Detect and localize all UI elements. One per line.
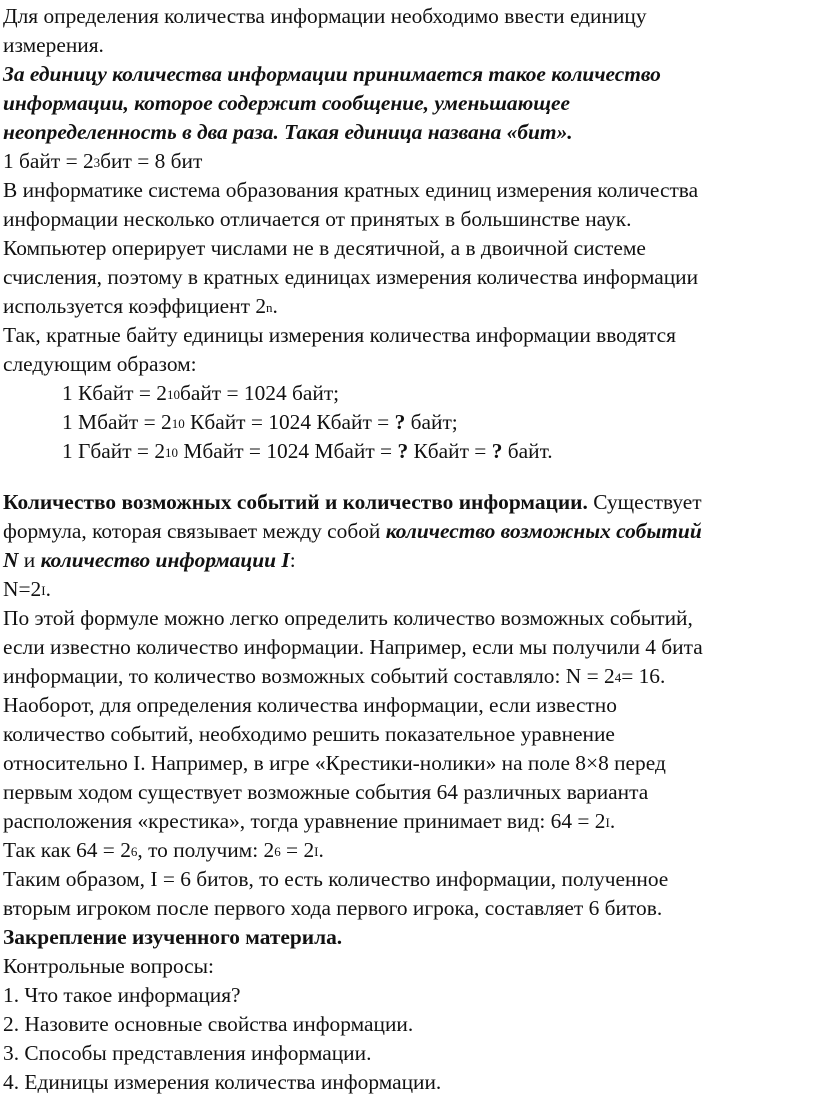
text: , то получим: 2: [137, 838, 275, 862]
question-mark: ?: [394, 410, 406, 434]
text: формула, которая связывает между собой: [3, 519, 386, 543]
review-heading: Закрепление изученного материла.: [3, 925, 343, 949]
question-mark: ?: [491, 439, 503, 463]
text: N=2: [3, 577, 42, 601]
events-formula: N=2 $^I$ .: [3, 575, 813, 604]
text: 1 Гбайт = 2: [62, 439, 166, 463]
text: информации, то количество возможных событий составляло: N = 2: [3, 664, 615, 688]
text: используется коэффициент 2: [3, 294, 267, 318]
text: 1 Мбайт = 2: [62, 410, 172, 434]
events-p1: По этой формуле можно легко определить количество возможных событий,: [3, 606, 693, 630]
review-question: 4. Единицы измерения количества информации.: [3, 1070, 442, 1094]
multiples-line-1: В информатике система образования кратных единиц измерения количества: [3, 178, 699, 202]
definition-line-3: неопределенность в два раза. Такая единица названа «бит».: [3, 120, 573, 144]
text: байт.: [502, 439, 553, 463]
events-p8: расположения «крестика», тогда уравнение принимает вид: 64 = 2 $^I$ .: [3, 807, 813, 836]
events-p4: Наоборот, для определения количества информации, если известно: [3, 693, 617, 717]
events-p7: первым ходом существует возможные события 64 различных варианта: [3, 780, 649, 804]
text: .: [609, 809, 616, 833]
events-p2: если известно количество информации. Например, если мы получили 4 бита: [3, 635, 703, 659]
review-question: 2. Назовите основные свойства информации.: [3, 1012, 414, 1036]
multiples-line-5: используется коэффициент 2 $^n$ .: [3, 292, 813, 321]
intro-line-2: измерения.: [3, 33, 104, 57]
multiples-line-4: счисления, поэтому в кратных единицах измерения количества информации: [3, 265, 699, 289]
events-p11: вторым игроком после первого хода первого игрока, составляет 6 битов.: [3, 896, 663, 920]
byte-formula: 1 байт = 2 $^3$ бит = 8 бит: [3, 147, 813, 176]
document-page: [3, 0, 813, 1097]
multiples-line-3: Компьютер оперирует числами не в десятичной, а в двоичной системе: [3, 236, 646, 260]
text: .: [272, 294, 278, 318]
text: Мбайт = 1024 Мбайт =: [178, 439, 398, 463]
term: количество возможных событий: [385, 519, 702, 543]
review-question: 1. Что такое информация?: [3, 983, 241, 1007]
text: Кбайт =: [408, 439, 492, 463]
review-label: Контрольные вопросы:: [3, 954, 214, 978]
section-heading: Количество возможных событий и количество информации.: [3, 490, 588, 514]
definition-line-2: информации, которое содержит сообщение, уменьшающее: [3, 91, 571, 115]
events-p10: Таким образом, I = 6 битов, то есть количество информации, полученное: [3, 867, 669, 891]
text: :: [289, 548, 296, 572]
text: .: [45, 577, 51, 601]
text: байт = 1024 байт;: [179, 381, 340, 405]
definition-line-1: За единицу количества информации принимается такое количество: [3, 62, 661, 86]
events-line-2: [3, 517, 813, 546]
term: N: [3, 548, 19, 572]
question-mark: ?: [397, 439, 409, 463]
events-line-1: [3, 488, 813, 517]
unit-gigabyte: 1 Гбайт = 2 $^{10}$ Мбайт = 1024 Мбайт = ? Кбайт = ? байт.: [3, 437, 813, 466]
spacer: [3, 466, 813, 488]
formula-text: бит = 8 бит: [100, 149, 203, 173]
text: Кбайт = 1024 Кбайт =: [184, 410, 395, 434]
text: расположения «крестика», тогда уравнение принимает вид: 64 = 2: [3, 809, 606, 833]
events-p6: относительно I. Например, в игре «Крестики-нолики» на поле 8×8 перед: [3, 751, 666, 775]
term: количество информации I: [40, 548, 290, 572]
multiples-line-2: информации несколько отличается от принятых в большинстве наук.: [3, 207, 632, 231]
text: = 2: [280, 838, 315, 862]
text: = 16.: [621, 664, 666, 688]
events-p9: Так как 64 = 2 $^6$ , то получим: 2 $^6$ = 2 $^I$ .: [3, 836, 813, 865]
text: .: [318, 838, 324, 862]
unit-megabyte: 1 Мбайт = 2 $^{10}$ Кбайт = 1024 Кбайт = ? байт;: [3, 408, 813, 437]
text: и: [18, 548, 41, 572]
formula-text: 1 байт = 2: [3, 149, 94, 173]
text: 1 Кбайт = 2: [62, 381, 167, 405]
text: Существует: [587, 490, 702, 514]
multiples-line-6: Так, кратные байту единицы измерения количества информации вводятся: [3, 323, 676, 347]
intro-line-1: Для определения количества информации необходимо ввести единицу: [3, 4, 647, 28]
events-p3: информации, то количество возможных событий составляло: N = 2 $^4$ = 16.: [3, 662, 813, 691]
events-line-3: [3, 546, 813, 575]
text: байт;: [405, 410, 458, 434]
text: Так как 64 = 2: [3, 838, 131, 862]
multiples-line-7: следующим образом:: [3, 352, 197, 376]
review-question: 3. Способы представления информации.: [3, 1041, 372, 1065]
events-p5: количество событий, необходимо решить показательное уравнение: [3, 722, 615, 746]
unit-kilobyte: 1 Кбайт = 2 $^{10}$ байт = 1024 байт;: [3, 379, 813, 408]
